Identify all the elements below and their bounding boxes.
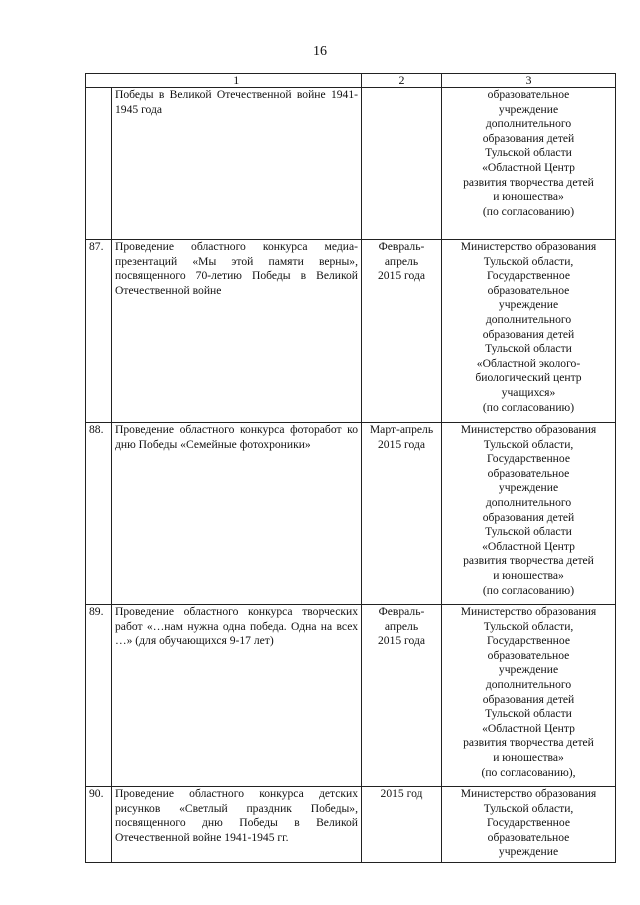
event-date: Февраль- апрель 2015 года	[362, 240, 442, 423]
event-name: Проведение областного конкурса творческих работ «…нам нужна одна победа. Одна на всех …» (для обучающихся 9-17 лет)	[112, 605, 362, 787]
event-name: Победы в Великой Отечественной войне 1941-1945 года	[112, 88, 362, 240]
table-row	[86, 423, 616, 605]
events-table	[85, 73, 616, 863]
responsible-org: образовательное учреждение дополнительного образования детей Тульской области «Областной Центр развития творчества детей и юношества» (по согласованию)	[442, 88, 616, 240]
row-number: 89.	[86, 605, 112, 787]
page-number: 16	[313, 44, 327, 59]
responsible-org: Министерство образования Тульской области, Государственное образовательное учреждение дополнительного образования детей Тульской области «Областной Центр развития творчества детей и юношества» (по согласованию)	[442, 423, 616, 605]
row-number: 87.	[86, 240, 112, 423]
event-date: 2015 год	[362, 787, 442, 863]
event-date: Март-апрель 2015 года	[362, 423, 442, 605]
row-number: 88.	[86, 423, 112, 605]
header-col-1: 1	[112, 74, 362, 88]
event-date: Февраль- апрель 2015 года	[362, 605, 442, 787]
table-row	[86, 240, 616, 423]
header-col-2: 2	[362, 74, 442, 88]
table-row	[86, 787, 616, 863]
row-number: 90.	[86, 787, 112, 863]
responsible-org: Министерство образования Тульской области, Государственное образовательное учреждение	[442, 787, 616, 863]
table-header-row	[86, 74, 616, 88]
event-name: Проведение областного конкурса детских рисунков «Светлый праздник Победы», посвященного дню Победы в Великой Отечественной войне 1941-1945 гг.	[112, 787, 362, 863]
event-name: Проведение областного конкурса медиа-презентаций «Мы этой памяти верны», посвященного 70-летию Победы в Великой Отечественной войне	[112, 240, 362, 423]
event-date	[362, 88, 442, 240]
event-name: Проведение областного конкурса фоторабот ко дню Победы «Семейные фотохроники»	[112, 423, 362, 605]
header-col-3: 3	[442, 74, 616, 88]
header-num-cell	[86, 74, 112, 88]
responsible-org: Министерство образования Тульской области, Государственное образовательное учреждение дополнительного образования детей Тульской области «Областной Центр развития творчества детей и юношества» (по согласованию),	[442, 605, 616, 787]
row-number	[86, 88, 112, 240]
responsible-org: Министерство образования Тульской области, Государственное образовательное учреждение дополнительного образования детей Тульской области «Областной эколого- биологический центр учащихся» (по согласованию)	[442, 240, 616, 423]
table-row	[86, 88, 616, 240]
table-row	[86, 605, 616, 787]
